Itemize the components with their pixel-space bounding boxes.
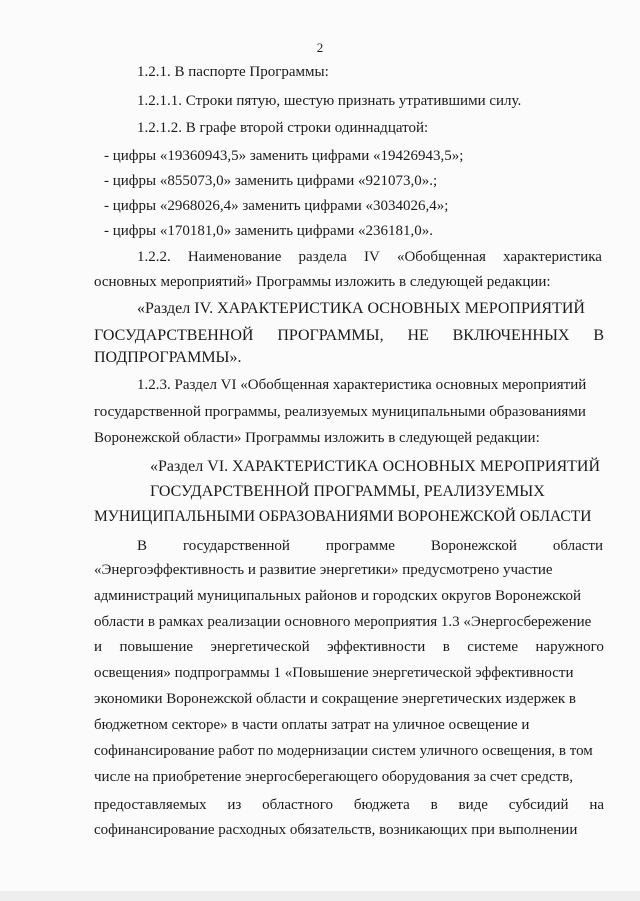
- text-line: экономики Воронежской области и сокращение энергетических издержек в: [94, 691, 577, 707]
- word: В: [137, 538, 148, 554]
- section-heading-line: ГОСУДАРСТВЕННОЙ ПРОГРАММЫ, РЕАЛИЗУЕМЫХ: [150, 483, 545, 500]
- text-line: Воронежской области» Программы изложить в следующей редакции:: [94, 430, 540, 446]
- section-heading-line: ПОДПРОГРАММЫ».: [94, 349, 242, 366]
- text-line: освещения» подпрограммы 1 «Повышение энергетической эффективности: [94, 665, 574, 681]
- text-line: софинансирование расходных обязательств, возникающих при выполнении: [94, 822, 578, 838]
- scan-edge: [0, 891, 640, 901]
- word: и: [94, 639, 103, 655]
- text-line: администраций муниципальных районов и городских округов Воронежской: [94, 588, 582, 604]
- justified-line: [94, 795, 604, 815]
- word: предоставляемых: [94, 797, 207, 813]
- word: программе: [325, 538, 395, 554]
- justified-line: [94, 326, 604, 346]
- word: повышение: [119, 639, 194, 655]
- text-line: 1.2.1.1. Строки пятую, шестую признать утратившими силу.: [137, 93, 522, 109]
- text-line: - цифры «855073,0» заменить цифрами «921073,0».;: [104, 173, 438, 189]
- word: Воронежской: [430, 538, 517, 554]
- section-heading-line: «Раздел VI. ХАРАКТЕРИСТИКА ОСНОВНЫХ МЕРОПРИЯТИЙ: [150, 458, 601, 475]
- word: В: [593, 327, 604, 344]
- text-line: государственной программы, реализуемых муниципальными образованиями: [94, 404, 586, 420]
- text-line: - цифры «19360943,5» заменить цифрами «19426943,5»;: [104, 148, 464, 164]
- word: Наименование: [187, 249, 282, 265]
- word: бюджета: [353, 797, 410, 813]
- word: области: [552, 538, 603, 554]
- word: IV: [363, 249, 380, 265]
- text-line: - цифры «2968026,4» заменить цифрами «3034026,4»;: [104, 198, 449, 214]
- text-line: 1.2.3. Раздел VI «Обобщенная характеристика основных мероприятий: [137, 377, 587, 393]
- word: в: [442, 639, 450, 655]
- word: энергетической: [210, 639, 310, 655]
- word: областного: [262, 797, 334, 813]
- text-line: числе на приобретение энергосберегающего оборудования за счет средств,: [94, 769, 574, 785]
- justified-line: [137, 247, 602, 267]
- text-line: софинансирование работ по модернизации систем уличного освещения, в том: [94, 743, 593, 759]
- text-line: 1.2.1.2. В графе второй строки одиннадцатой:: [137, 120, 429, 136]
- word: ПРОГРАММЫ,: [277, 327, 384, 344]
- word: 1.2.2.: [137, 249, 171, 265]
- word: из: [227, 797, 242, 813]
- word: «Обобщенная: [396, 249, 486, 265]
- section-heading-line: «Раздел IV. ХАРАКТЕРИСТИКА ОСНОВНЫХ МЕРОПРИЯТИЙ: [137, 300, 585, 317]
- word: НЕ: [407, 327, 429, 344]
- word: в: [430, 797, 438, 813]
- word: субсидий: [508, 797, 569, 813]
- text-line: 1.2.1. В паспорте Программы:: [137, 64, 329, 80]
- word: ВКЛЮЧЕННЫХ: [452, 327, 570, 344]
- word: на: [589, 797, 604, 813]
- text-line: основных мероприятий» Программы изложить в следующей редакции:: [94, 274, 551, 290]
- text-line: - цифры «170181,0» заменить цифрами «236181,0».: [104, 223, 433, 239]
- justified-line: [137, 536, 603, 556]
- page-number: 2: [316, 40, 324, 55]
- text-line: области в рамках реализации основного мероприятия 1.3 «Энергосбережение: [94, 614, 592, 630]
- word: раздела: [298, 249, 347, 265]
- section-heading-line: МУНИЦИПАЛЬНЫМИ ОБРАЗОВАНИЯМИ ВОРОНЕЖСКОЙ ОБЛАСТИ: [94, 508, 592, 525]
- word: государственной: [183, 538, 290, 554]
- text-line: «Энергоэффективность и развитие энергетики» предусмотрено участие: [94, 562, 553, 578]
- word: виде: [458, 797, 488, 813]
- word: ГОСУДАРСТВЕННОЙ: [94, 327, 254, 344]
- text-line: бюджетном секторе» в части оплаты затрат на уличное освещение и: [94, 717, 530, 733]
- word: наружного: [535, 639, 604, 655]
- word: характеристика: [503, 249, 602, 265]
- word: эффективности: [327, 639, 426, 655]
- word: системе: [467, 639, 519, 655]
- justified-line: [94, 637, 604, 657]
